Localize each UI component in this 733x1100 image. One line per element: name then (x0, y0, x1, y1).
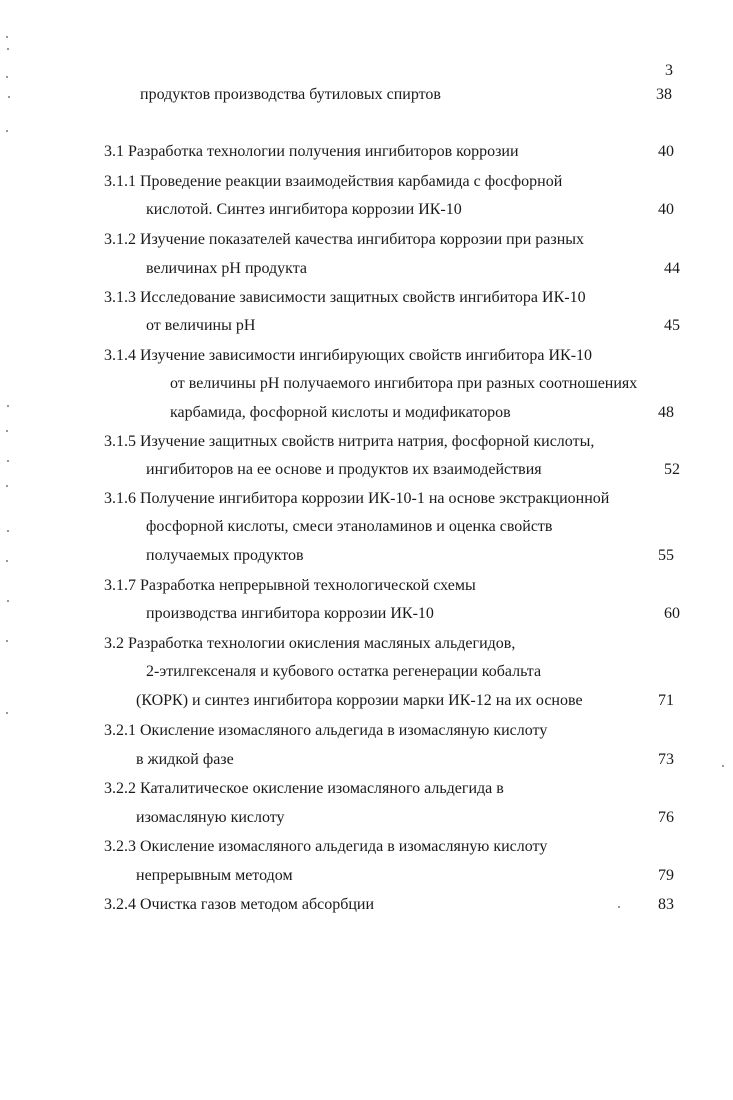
toc-entry-line: от величины рН получаемого ингибитора при разных соотношениях (170, 375, 638, 392)
toc-entry-page: 40 (658, 143, 674, 160)
toc-entry-line: в жидкой фазе (136, 751, 234, 768)
toc-entry-page: 45 (664, 317, 680, 334)
toc-entry-line: 3.1.7 Разработка непрерывной технологической схемы (104, 577, 476, 594)
toc-entry-page: 73 (658, 751, 674, 768)
toc-entry-line: 3.1.5 Изучение защитных свойств нитрита натрия, фосфорной кислоты, (104, 433, 595, 450)
toc-entry-line: 3.1.4 Изучение зависимости ингибирующих свойств ингибитора ИК-10 (104, 347, 593, 364)
toc-entry-page: 71 (658, 692, 674, 709)
toc-entry-line: производства ингибитора коррозии ИК-10 (146, 605, 434, 622)
toc-entry-line: (КОРК) и синтез ингибитора коррозии марки ИК-12 на их основе (136, 692, 583, 709)
toc-entry-line: 3.2.4 Очистка газов методом абсорбции (104, 896, 375, 913)
toc-entry-line: 3.1.3 Исследование зависимости защитных свойств ингибитора ИК-10 (104, 289, 586, 306)
toc-entry-line: 3.1.2 Изучение показателей качества ингибитора коррозии при разных (104, 231, 585, 248)
toc-entry-line: непрерывным методом (136, 867, 293, 884)
page-number: 3 (665, 62, 673, 79)
toc-entry-page: 76 (658, 809, 674, 826)
toc-entry-line: получаемых продуктов (146, 547, 304, 564)
toc-entry-page: 55 (658, 547, 674, 564)
toc-entry-line: карбамида, фосфорной кислоты и модификаторов (170, 404, 511, 421)
toc-entry-line: ингибиторов на ее основе и продуктов их взаимодействия (146, 461, 542, 478)
toc-entry-line: изомасляную кислоту (136, 809, 285, 826)
toc-entry-line: 3.2.1 Окисление изомасляного альдегида в изомасляную кислоту (104, 722, 548, 739)
toc-entry-page: 83 (658, 896, 674, 913)
toc-entry-line: 2-этилгексеналя и кубового остатка регенерации кобальта (146, 663, 542, 680)
toc-entry-page: 44 (664, 260, 680, 277)
toc-entry-line: от величины рН (146, 317, 256, 334)
toc-entry-line: кислотой. Синтез ингибитора коррозии ИК-10 (146, 201, 462, 218)
toc-entry-page: 48 (658, 404, 674, 421)
toc-entry-line: 3.2 Разработка технологии окисления масляных альдегидов, (104, 635, 516, 652)
toc-entry-line: величинах рН продукта (146, 260, 308, 277)
toc-entry-line: 3.2.2 Каталитическое окисление изомасляного альдегида в (104, 780, 504, 797)
toc-entry-page: 38 (656, 86, 672, 103)
toc-entry-page: 60 (664, 605, 680, 622)
toc-entry-line: 3.1 Разработка технологии получения ингибиторов коррозии (104, 143, 519, 160)
toc-entry-line: продуктов производства бутиловых спиртов (140, 86, 441, 103)
toc-entry-page: 52 (664, 461, 680, 478)
toc-entry-line: 3.1.6 Получение ингибитора коррозии ИК-10-1 на основе экстракционной (104, 490, 610, 507)
toc-entry-page: 79 (658, 867, 674, 884)
toc-entry-line: 3.1.1 Проведение реакции взаимодействия карбамида с фосфорной (104, 173, 563, 190)
toc-entry-page: 40 (658, 201, 674, 218)
toc-entry-line: фосфорной кислоты, смеси этаноламинов и оценка свойств (146, 518, 553, 535)
toc-entry-line: 3.2.3 Окисление изомасляного альдегида в изомасляную кислоту (104, 838, 548, 855)
